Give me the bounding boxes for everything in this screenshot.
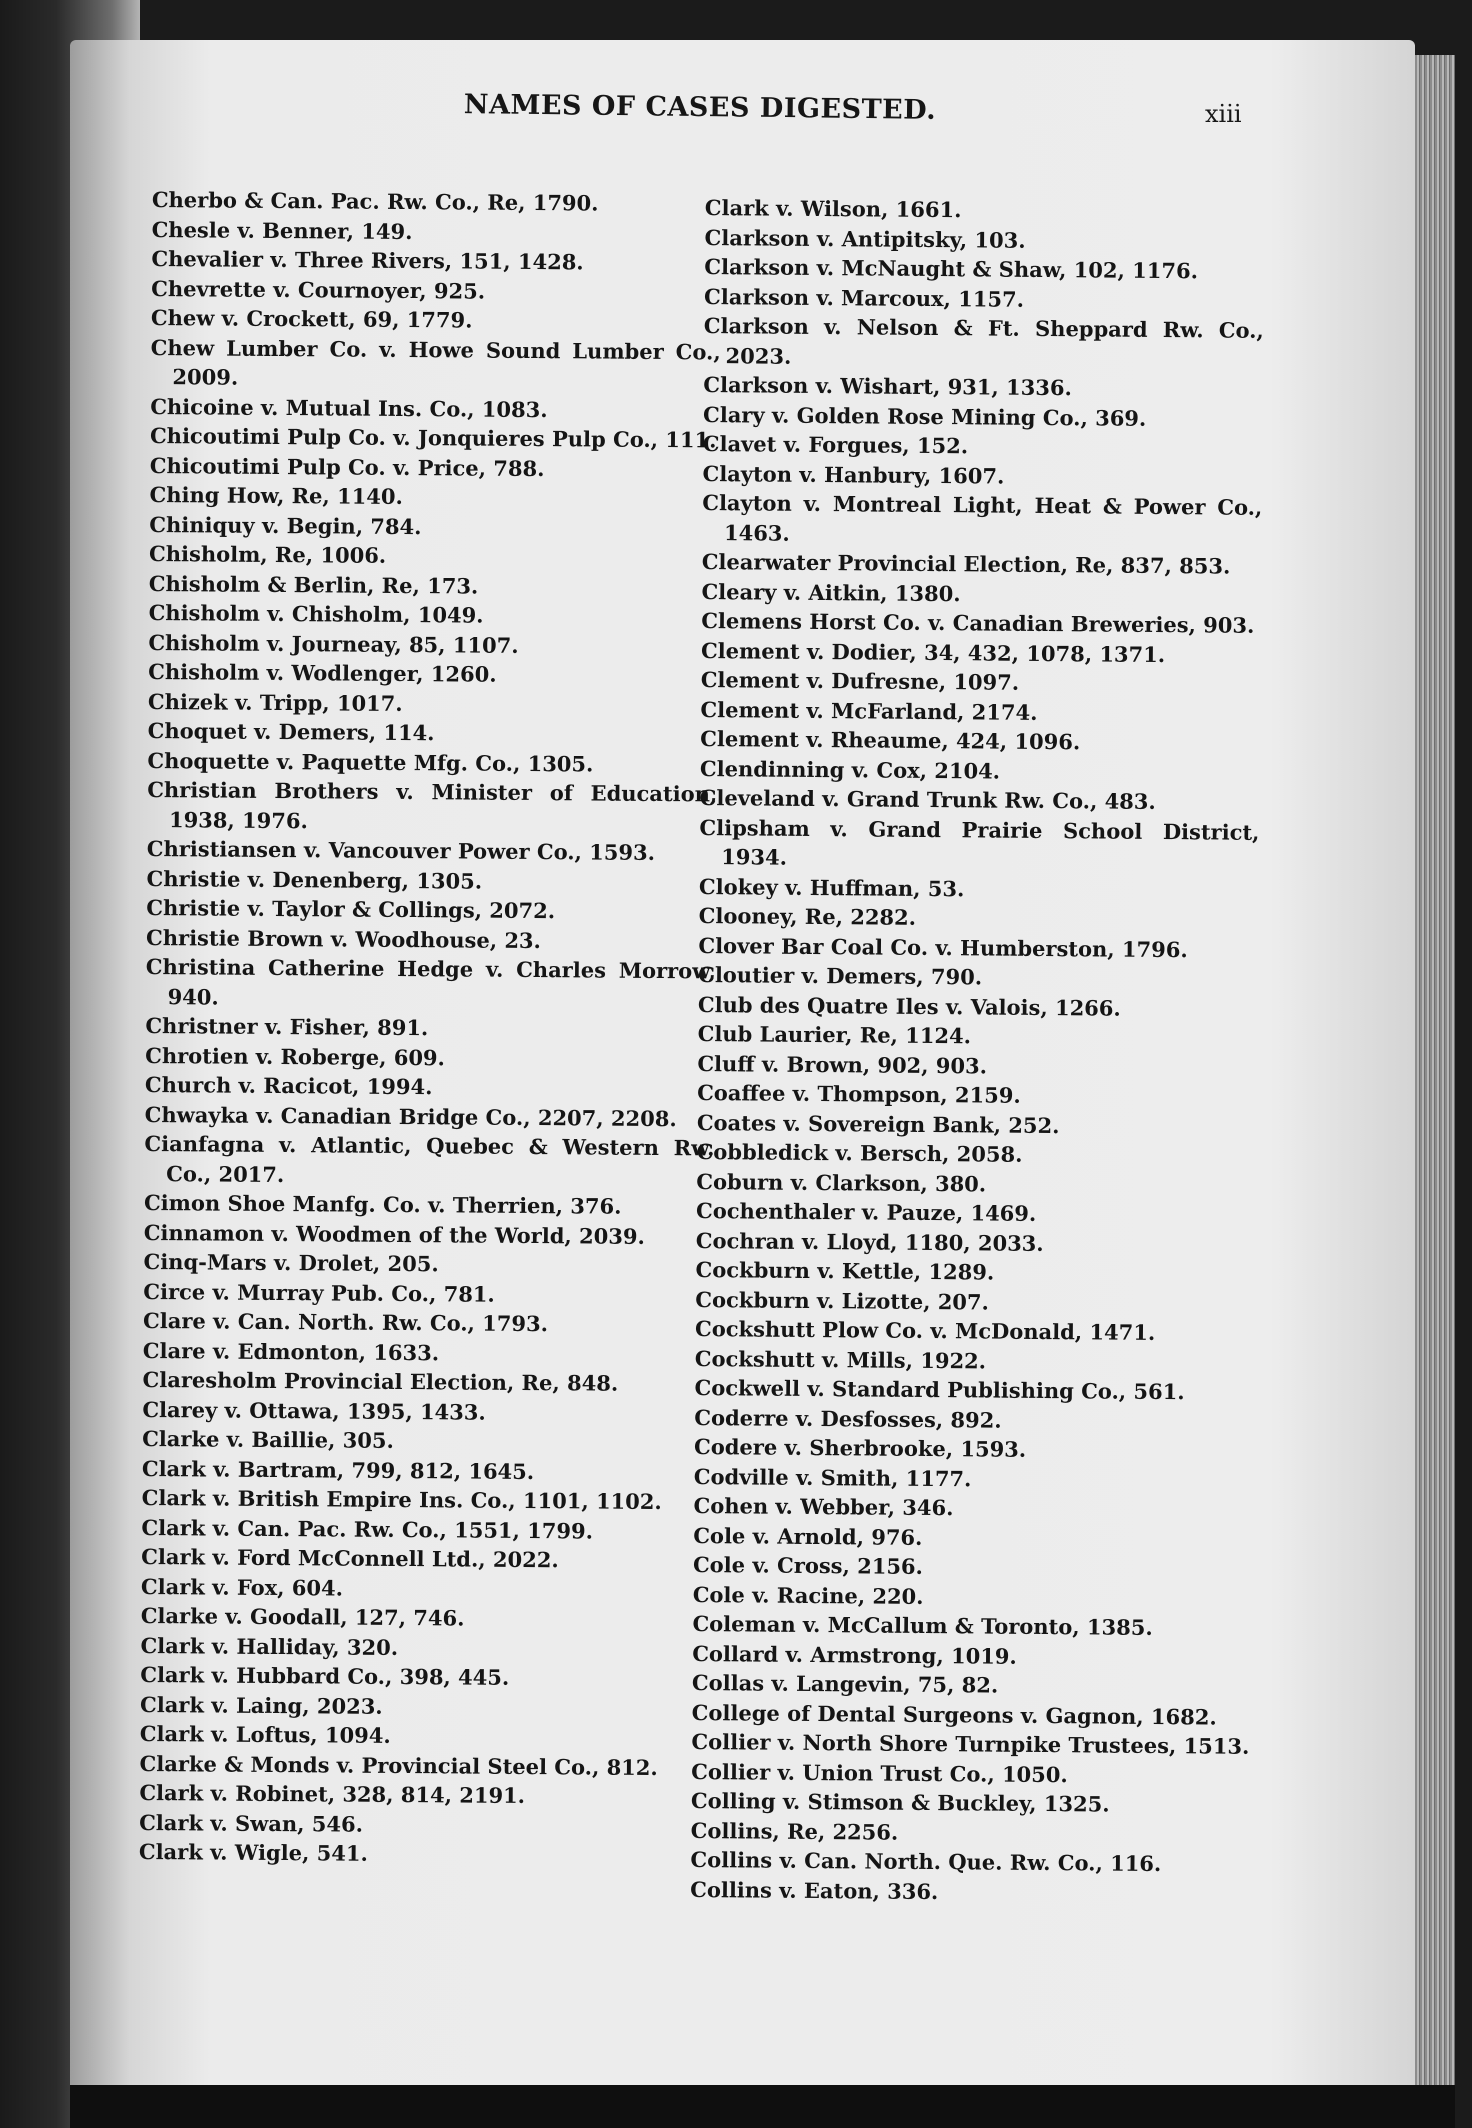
case-entry: Clement v. Dufresne, 1097. [700,666,1020,695]
case-entry: Clark v. Fox, 604. [140,1573,344,1601]
case-entry: Chisholm v. Journeay, 85, 1107. [148,629,519,658]
case-entry: Chew v. Crockett, 69, 1779. [150,304,473,333]
case-entry: Chew Lumber Co. v. Howe Sound Lumber Co., 2009. [150,334,721,390]
case-entry: Clooney, Re, 2282. [698,902,917,930]
case-entry: Clarkson v. Wishart, 931, 1336. [703,371,1072,401]
case-entry: Church v. Racicot, 1994. [144,1071,433,1100]
case-entry: Chisholm & Berlin, Re, 173. [148,570,479,599]
case-entry: Clement v. Rheaume, 424, 1096. [700,725,1081,755]
case-entry: Cleary v. Aitkin, 1380. [701,578,961,606]
case-entry: Chicoutimi Pulp Co. v. Price, 788. [149,452,545,481]
case-entry: Clemens Horst Co. v. Canadian Breweries, 903. [701,607,1255,638]
case-entry: Cinnamon v. Woodmen of the World, 2039. [143,1219,645,1249]
case-entry: Chevalier v. Three Rivers, 151, 1428. [151,245,584,275]
case-entry: Circe v. Murray Pub. Co., 781. [143,1278,495,1307]
case-entry: Christner v. Fisher, 891. [145,1012,429,1041]
case-entry: Chicoine v. Mutual Ins. Co., 1083. [150,393,548,422]
case-entry: Clary v. Golden Rose Mining Co., 369. [702,401,1147,431]
case-entry: Coaffee v. Thompson, 2159. [697,1079,1021,1108]
page-number: xiii [1205,100,1242,128]
case-entry: Cockshutt Plow Co. v. McDonald, 1471. [694,1315,1156,1345]
case-entry: Chicoutimi Pulp Co. v. Jonquieres Pulp Co., 111. [149,422,717,453]
case-entry: Clarke v. Goodall, 127, 746. [140,1602,465,1631]
case-entry: Chiniquy v. Begin, 784. [149,511,422,539]
left-column [139,185,722,1871]
bottom-shadow [70,2085,1455,2128]
case-entry: Chwayka v. Canadian Bridge Co., 2207, 2208. [144,1101,677,1131]
case-entry: Cockshutt v. Mills, 1922. [694,1345,987,1373]
case-entry: Christiansen v. Vancouver Power Co., 1593. [146,835,656,865]
case-entry: Clayton v. Montreal Light, Heat & Power Co., 1463. [702,489,1263,546]
case-entry: Cianfagna v. Atlantic, Quebec & Western Rw. Co., 2017. [144,1130,715,1187]
case-entry: Christina Catherine Hedge v. Charles Morrow, 940. [145,953,716,1010]
case-entry: Clark v. Halliday, 320. [140,1632,399,1660]
case-entry: Choquet v. Demers, 114. [147,717,435,746]
case-entry: Christian Brothers v. Minister of Education, 1938, 1976. [147,776,718,833]
case-entry: Club des Quatre Iles v. Valois, 1266. [697,991,1121,1021]
case-entry: Chisholm v. Chisholm, 1049. [148,599,484,628]
case-entry: Clover Bar Coal Co. v. Humberston, 1796. [698,932,1188,962]
case-entry: Clarkson v. McNaught & Shaw, 102, 1176. [704,253,1199,284]
case-entry: Clipsham v. Grand Prairie School District, 1934. [699,814,1260,870]
case-entry: Collier v. North Shore Turnpike Trustees, 1513. [691,1728,1250,1759]
case-entry: Clark v. Can. Pac. Rw. Co., 1551, 1799. [141,1514,594,1544]
case-entry: Chesle v. Benner, 149. [151,216,413,244]
case-entry: Christie v. Denenberg, 1305. [146,865,483,894]
case-entry: Cockwell v. Standard Publishing Co., 561. [694,1374,1185,1405]
case-entry: Clarkson v. Marcoux, 1157. [703,283,1025,312]
case-entry: Clark v. Laing, 2023. [139,1691,383,1719]
case-entry: Clement v. Dodier, 34, 432, 1078, 1371. [700,637,1166,667]
case-entry: Cleveland v. Grand Trunk Rw. Co., 483. [699,784,1156,814]
case-entry: Codere v. Sherbrooke, 1593. [693,1433,1027,1462]
case-entry: Chizek v. Tripp, 1017. [147,688,403,716]
case-entry: Collins, Re, 2256. [690,1817,899,1845]
case-entry: Collins v. Can. North. Que. Rw. Co., 116. [690,1846,1162,1877]
case-entry: Clement v. McFarland, 2174. [700,696,1038,725]
case-entry: Club Laurier, Re, 1124. [697,1020,972,1049]
case-entry: Clark v. Hubbard Co., 398, 445. [140,1661,510,1690]
case-entry: Clarkson v. Antipitsky, 103. [704,224,1026,253]
case-entry: Cockburn v. Lizotte, 207. [695,1286,990,1315]
case-entry: Collins v. Eaton, 336. [690,1876,939,1904]
case-entry: Clark v. Loftus, 1094. [139,1720,391,1748]
case-entry: Clark v. Swan, 546. [139,1809,364,1837]
page-title: NAMES OF CASES DIGESTED. [463,89,937,126]
case-entry: Codville v. Smith, 1177. [693,1463,972,1491]
case-entry: Cobbledick v. Bersch, 2058. [696,1138,1023,1167]
case-entry: Clokey v. Huffman, 53. [698,873,965,901]
case-entry: Clarke v. Baillie, 305. [142,1425,394,1453]
case-entry: Clendinning v. Cox, 2104. [699,755,1001,784]
case-entry: Cockburn v. Kettle, 1289. [695,1256,995,1285]
case-entry: Clayton v. Hanbury, 1607. [702,460,1005,489]
case-entry: Clark v. Wigle, 541. [138,1838,368,1866]
case-entry: Coates v. Sovereign Bank, 252. [696,1109,1060,1138]
case-entry: Clark v. Ford McConnell Ltd., 2022. [141,1543,559,1573]
right-column [690,193,1265,1909]
case-entry: Clarke & Monds v. Provincial Steel Co., 812. [139,1750,658,1780]
case-entry: Clark v. Robinet, 328, 814, 2191. [139,1779,526,1808]
case-entry: Cherbo & Can. Pac. Rw. Co., Re, 1790. [151,186,599,216]
case-entry: Cochenthaler v. Pauze, 1469. [696,1197,1037,1226]
case-entry: Clavet v. Forgues, 152. [702,430,969,459]
case-entry: Clare v. Edmonton, 1633. [142,1337,440,1365]
case-entry: Chevrette v. Cournoyer, 925. [151,275,486,304]
case-entry: Clark v. British Empire Ins. Co., 1101, 1102. [141,1484,662,1515]
case-entry: Colling v. Stimson & Buckley, 1325. [690,1787,1110,1817]
case-entry: Clarkson v. Nelson & Ft. Sheppard Rw. Co., 2023. [703,312,1264,369]
case-entry: Christie v. Taylor & Collings, 2072. [146,894,556,924]
case-entry: Clare v. Can. North. Rw. Co., 1793. [142,1307,549,1337]
case-entry: Collard v. Armstrong, 1019. [692,1640,1017,1669]
case-entry: Cimon Shoe Manfg. Co. v. Therrien, 376. [143,1189,622,1219]
case-entry: Collier v. Union Trust Co., 1050. [691,1758,1068,1787]
case-entry: Ching How, Re, 1140. [149,481,403,509]
case-entry: Choquette v. Paquette Mfg. Co., 1305. [147,747,594,776]
case-entry: Cloutier v. Demers, 790. [698,961,983,990]
case-entry: Cole v. Racine, 220. [692,1581,924,1609]
case-entry: Cinq-Mars v. Drolet, 205. [143,1248,439,1277]
case-entry: Clark v. Wilson, 1661. [704,194,962,223]
case-entry: Christie Brown v. Woodhouse, 23. [145,924,542,953]
case-entry: Clarey v. Ottawa, 1395, 1433. [142,1396,486,1425]
case-entry: Collas v. Langevin, 75, 82. [691,1669,999,1698]
case-entry: Cohen v. Webber, 346. [693,1492,954,1521]
case-entry: Chisholm v. Wodlenger, 1260. [148,658,497,687]
case-entry: Clearwater Provincial Election, Re, 837, 853. [701,548,1231,579]
case-entry: College of Dental Surgeons v. Gagnon, 1682. [691,1699,1217,1730]
case-entry: Chrotien v. Roberge, 609. [145,1042,446,1070]
case-entry: Cochran v. Lloyd, 1180, 2033. [695,1227,1044,1256]
case-entry: Claresholm Provincial Election, Re, 848. [142,1366,619,1396]
case-entry: Chisholm, Re, 1006. [149,540,387,568]
case-entry: Cole v. Cross, 2156. [692,1551,924,1579]
case-entry: Coderre v. Desfosses, 892. [694,1404,1002,1433]
case-entry: Coburn v. Clarkson, 380. [696,1168,987,1196]
case-entry: Cluff v. Brown, 902, 903. [697,1050,988,1078]
case-entry: Clark v. Bartram, 799, 812, 1645. [141,1455,535,1484]
case-entry: Coleman v. McCallum & Toronto, 1385. [692,1610,1153,1640]
case-entry: Cole v. Arnold, 976. [693,1522,923,1550]
